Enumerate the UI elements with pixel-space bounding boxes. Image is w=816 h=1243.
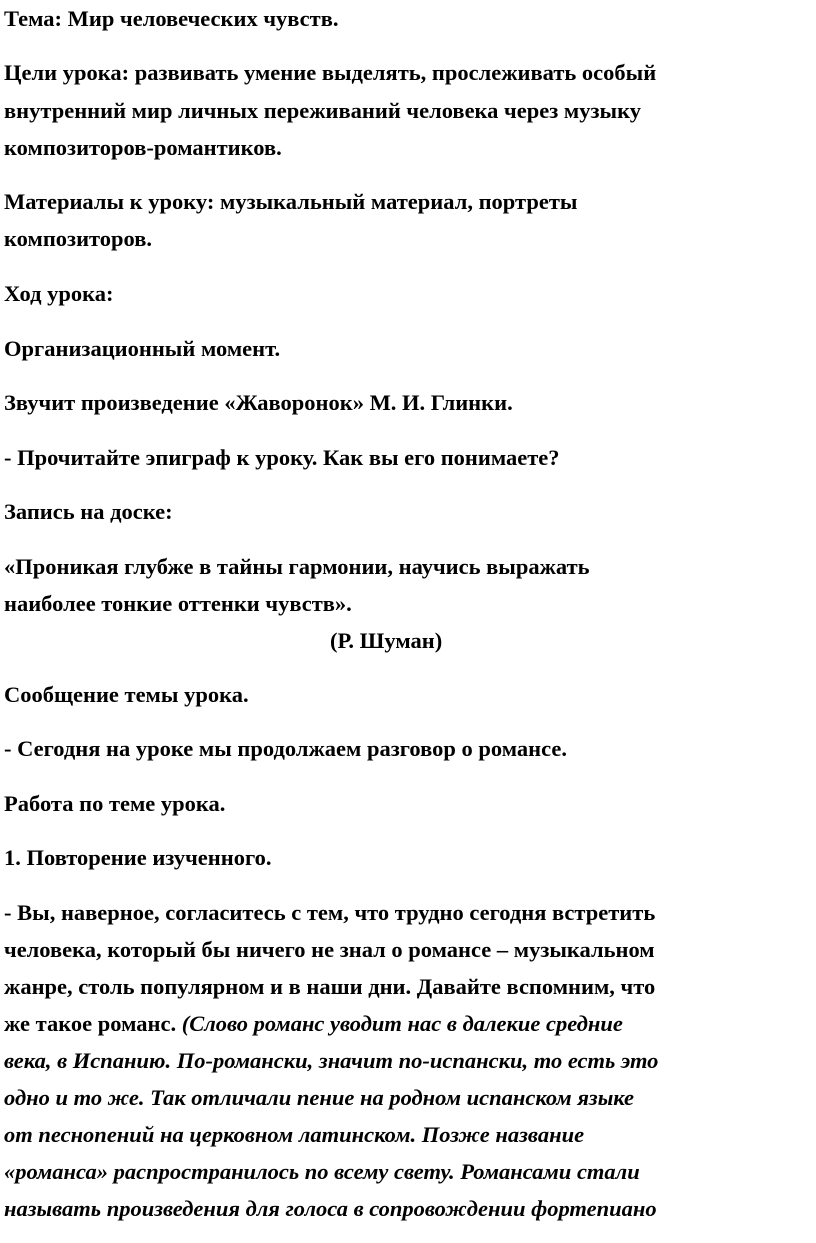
body-line-5: века, в Испанию. По-романски, значит по-испански, то есть это (4, 1048, 659, 1073)
board-note-line: Запись на доске: (4, 499, 173, 524)
topic-message-line: Сообщение темы урока. (4, 682, 249, 707)
body-line-7: от песнопений на церковном латинском. Позже название (4, 1122, 585, 1147)
body-line-4-plain: же такое романс. (4, 1011, 182, 1036)
body-line-9: называть произведения для голоса в сопровождении фортепиано (4, 1196, 657, 1221)
topic-line: Тема: Мир человеческих чувств. (4, 6, 339, 31)
org-moment-line: Организационный момент. (4, 336, 281, 361)
body-line-3: жанре, столь популярном и в наши дни. Давайте вспомним, что (4, 974, 656, 999)
quote-author: (Р. Шуман) (330, 628, 443, 653)
materials-line-2: композиторов. (4, 226, 153, 251)
music-line: Звучит произведение «Жаворонок» М. И. Глинки. (4, 390, 513, 415)
materials-line-1: Материалы к уроку: музыкальный материал, портреты (4, 189, 578, 214)
goals-line-2: внутренний мир личных переживаний человека через музыку (4, 98, 641, 123)
work-on-topic-line: Работа по теме урока. (4, 791, 226, 816)
body-line-8: «романса» распространилось по всему свету. Романсами стали (4, 1159, 640, 1184)
body-line-4 (4, 1005, 623, 1042)
lesson-flow-heading: Ход урока: (4, 281, 114, 306)
body-line-6: одно и то же. Так отличали пение на родном испанском языке (4, 1085, 635, 1110)
quote-line-2: наиболее тонкие оттенки чувств». (4, 591, 352, 616)
today-line: - Сегодня на уроке мы продолжаем разговор о романсе. (4, 736, 567, 761)
quote-line-1: «Проникая глубже в тайны гармонии, научись выражать (4, 554, 590, 579)
goals-line-3: композиторов-романтиков. (4, 135, 282, 160)
body-line-2: человека, который бы ничего не знал о романсе – музыкальном (4, 937, 655, 962)
repeat-heading-line: 1. Повторение изученного. (4, 845, 272, 870)
body-line-1: - Вы, наверное, согласитесь с тем, что трудно сегодня встретить (4, 900, 656, 925)
epigraph-question-line: - Прочитайте эпиграф к уроку. Как вы его понимаете? (4, 445, 560, 470)
goals-line-1: Цели урока: развивать умение выделять, прослеживать особый (4, 60, 657, 85)
body-line-4-italic: (Слово романс уводит нас в далекие средние (181, 1011, 623, 1036)
